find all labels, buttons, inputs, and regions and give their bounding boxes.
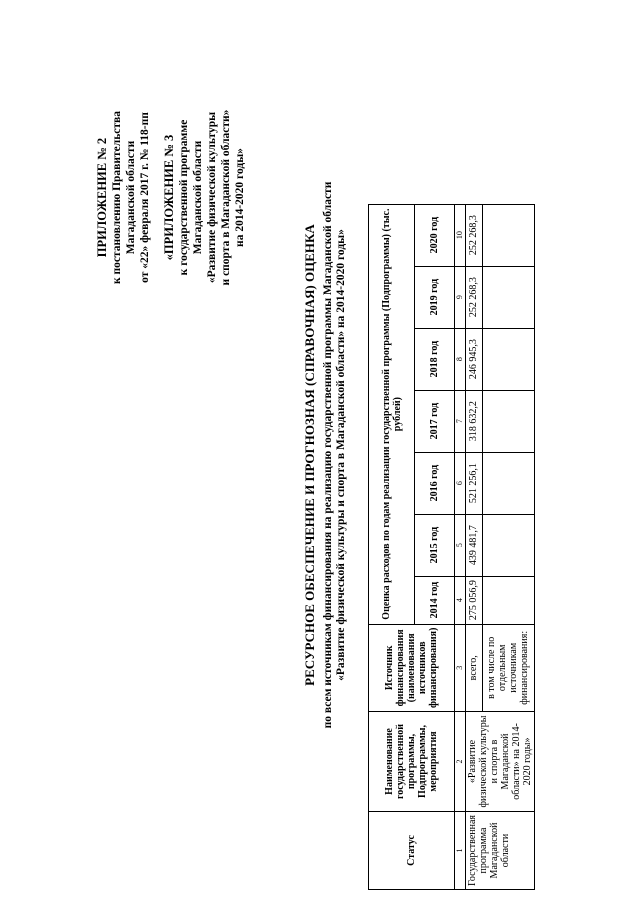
- year-cell: 2020 год: [415, 204, 455, 266]
- column-number: 2: [455, 711, 466, 811]
- column-number: 5: [455, 514, 466, 576]
- appendix-heading: ПРИЛОЖЕНИЕ № 2: [95, 137, 109, 258]
- year-cell: 2015 год: [415, 514, 455, 576]
- empty-cell: [482, 390, 534, 452]
- program-line: Магаданской области: [192, 140, 204, 255]
- resource-table: [368, 204, 535, 890]
- column-number: 3: [455, 624, 466, 711]
- header-source: Источник финансирования (наименования источников финансирования): [369, 624, 455, 711]
- empty-cell: [482, 328, 534, 390]
- document-title: РЕСУРСНОЕ ОБЕСПЕЧЕНИЕ И ПРОГНОЗНАЯ (СПРАВОЧНАЯ) ОЦЕНКА: [302, 224, 317, 686]
- column-number-row: [455, 204, 466, 889]
- empty-cell: [482, 514, 534, 576]
- empty-cell: [482, 266, 534, 328]
- column-number: 10: [455, 204, 466, 266]
- appendix-line: от «22» февраля 2017 г. № 118-пп: [139, 112, 151, 283]
- column-number: 6: [455, 452, 466, 514]
- year-cell: 2014 год: [415, 576, 455, 624]
- value-cell: 246 945,3: [466, 328, 483, 390]
- column-number: 1: [455, 811, 466, 889]
- header-name: Наименование государственной программы, Подпрограммы, мероприятия: [369, 711, 455, 811]
- program-line: на 2014-2020 годы»: [234, 148, 246, 247]
- empty-cell: [482, 452, 534, 514]
- program-line: к государственной программе: [178, 119, 190, 276]
- value-cell: 439 481,7: [466, 514, 483, 576]
- value-cell: 275 056,9: [466, 576, 483, 624]
- value-cell: 521 256,1: [466, 452, 483, 514]
- value-cell: 252 268,3: [466, 204, 483, 266]
- value-cell: 318 632,2: [466, 390, 483, 452]
- program-line: «Развитие физической культуры: [206, 111, 218, 284]
- value-cell: 252 268,3: [466, 266, 483, 328]
- table-row: [466, 204, 483, 889]
- column-number: 7: [455, 390, 466, 452]
- year-cell: 2019 год: [415, 266, 455, 328]
- year-cell: 2018 год: [415, 328, 455, 390]
- header-row: [369, 204, 415, 889]
- header-estimate: Оценка расходов по годам реализации государственной программы (Подпрограммы) (тыс. рублей): [369, 204, 415, 624]
- column-number: 4: [455, 576, 466, 624]
- row-source-total: всего,: [466, 624, 483, 711]
- column-number: 8: [455, 328, 466, 390]
- empty-cell: [482, 576, 534, 624]
- column-number: 9: [455, 266, 466, 328]
- row-source-incl: в том числе по отдельным источникам финансирования:: [482, 624, 534, 711]
- row-name: «Развитие физической культуры и спорта в Магаданской области» на 2014-2020 годы»: [466, 711, 535, 811]
- appendix-line: Магаданской области: [125, 140, 137, 255]
- header-status: Статус: [369, 811, 455, 889]
- appendix-line: к постановлению Правительства: [111, 110, 123, 285]
- appendix-block: [95, 90, 247, 305]
- year-cell: 2017 год: [415, 390, 455, 452]
- program-line: и спорта в Магаданской области»: [220, 109, 232, 286]
- appendix3-heading: «ПРИЛОЖЕНИЕ № 3: [162, 134, 176, 261]
- row-status: Государственная программа Магаданской области: [466, 811, 535, 889]
- year-cell: 2016 год: [415, 452, 455, 514]
- subtitle-line: «Развитие физической культуры и спорта в Магаданской области» на 2014-2020 годы»: [335, 229, 347, 681]
- document-subtitle: [322, 45, 348, 865]
- subtitle-line: по всем источникам финансирования на реализацию государственной программы Магаданской области: [322, 181, 334, 729]
- empty-cell: [482, 204, 534, 266]
